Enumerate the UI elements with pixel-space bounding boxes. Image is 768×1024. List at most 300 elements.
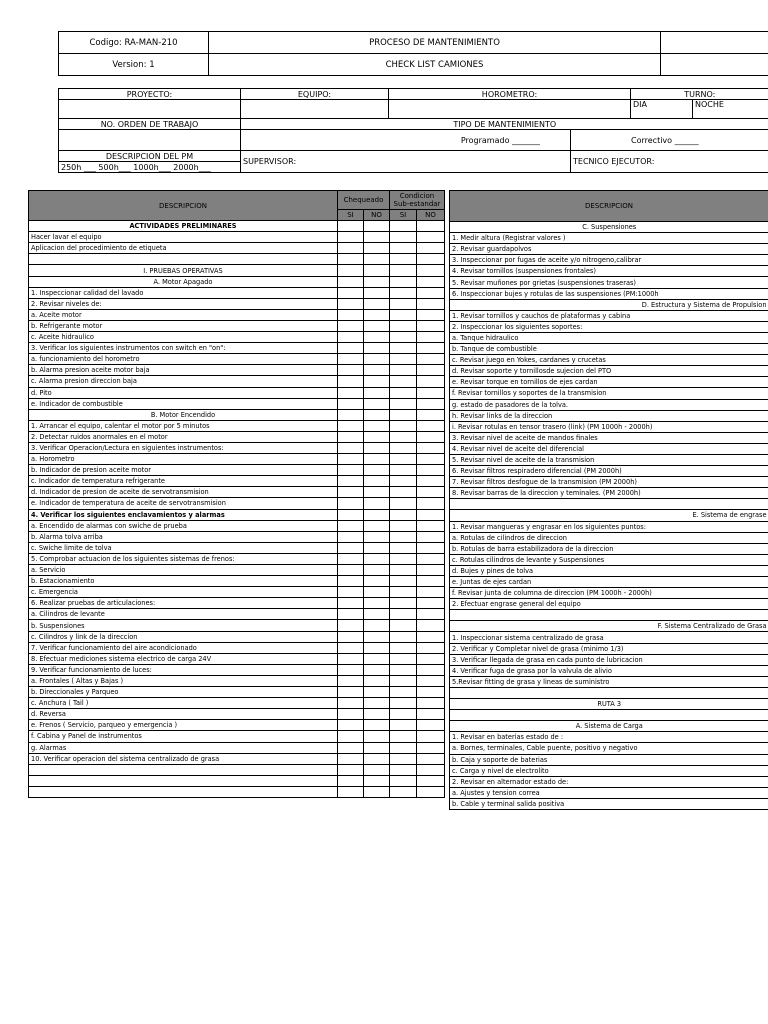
checklist-item: I. PRUEBAS OPERATIVAS [29,265,338,276]
check-cell[interactable] [338,642,364,653]
check-cell[interactable] [417,609,445,620]
check-cell[interactable] [417,576,445,587]
checklist-item: g. estado de pasadores de la tolva. [450,399,768,410]
check-cell[interactable] [364,598,390,609]
checklist-item: c. Emergencia [29,587,338,598]
checklist-item: c. Rotulas cilindros de levante y Suspensiones [450,554,768,565]
check-cell[interactable] [338,675,364,686]
check-cell[interactable] [338,620,364,631]
check-cell[interactable] [364,509,390,520]
table-row [450,488,768,499]
check-cell[interactable] [417,365,445,376]
check-cell[interactable] [364,309,390,320]
check-cell[interactable] [390,565,417,576]
check-cell[interactable] [390,731,417,742]
check-cell[interactable] [390,387,417,398]
check-cell[interactable] [417,442,445,453]
checklist-item: b. Direccionales y Parqueo [29,687,338,698]
tecnico-field[interactable]: TECNICO EJECUTOR: [571,151,768,173]
check-cell[interactable] [364,687,390,698]
check-cell[interactable] [417,598,445,609]
check-cell[interactable] [417,265,445,276]
check-cell[interactable] [417,786,445,797]
check-cell[interactable] [338,786,364,797]
correctivo-field[interactable]: Correctivo ______ [571,130,768,151]
check-cell[interactable] [338,598,364,609]
checklist-item: a. Bornes, terminales, Cable puente, positivo y negativo [450,743,768,754]
table-row [450,643,768,654]
check-cell[interactable] [390,520,417,531]
check-cell[interactable] [364,276,390,287]
check-cell[interactable] [390,265,417,276]
checklist-item [450,710,768,721]
check-cell[interactable] [417,332,445,343]
check-cell[interactable] [364,731,390,742]
table-row [29,409,445,420]
check-cell[interactable] [338,343,364,354]
check-cell[interactable] [390,587,417,598]
check-cell[interactable] [338,498,364,509]
checklist-item: 1. Arrancar el equipo, calentar el motor por 5 minutos [29,420,338,431]
check-cell[interactable] [417,454,445,465]
check-cell[interactable] [364,675,390,686]
table-row [29,221,445,232]
check-cell[interactable] [390,653,417,664]
checklist-item: a. Cilindros de levante [29,609,338,620]
check-cell[interactable] [390,698,417,709]
check-cell[interactable] [417,520,445,531]
checklist-item: F. Sistema Centralizado de Grasa [450,621,768,632]
check-cell[interactable] [338,431,364,442]
table-row [29,675,445,686]
check-cell[interactable] [364,442,390,453]
check-cell[interactable] [390,542,417,553]
check-cell[interactable] [364,542,390,553]
check-cell[interactable] [338,509,364,520]
check-cell[interactable] [417,531,445,542]
checklist-item: b. Estacionamiento [29,576,338,587]
check-cell[interactable] [338,565,364,576]
check-cell[interactable] [390,631,417,642]
check-cell[interactable] [390,620,417,631]
table-row [29,764,445,775]
table-row [29,420,445,431]
check-cell[interactable] [364,553,390,564]
check-cell[interactable] [364,243,390,254]
check-cell[interactable] [364,775,390,786]
check-cell[interactable] [417,653,445,664]
check-cell[interactable] [338,653,364,664]
checklist-item: 1. Revisar tornillos y cauchos de plataformas y cabina [450,310,768,321]
checklist-item: a. Encendido de alarmas con swiche de prueba [29,520,338,531]
code-label: Codigo: RA-MAN-210 [59,32,209,54]
check-cell[interactable] [390,332,417,343]
check-cell[interactable] [417,487,445,498]
check-cell[interactable] [417,232,445,243]
check-cell[interactable] [338,609,364,620]
check-cell[interactable] [390,498,417,509]
checklist-item: 1. Inspeccionar calidad del lavado [29,287,338,298]
check-cell[interactable] [364,720,390,731]
table-row [29,287,445,298]
check-cell[interactable] [338,764,364,775]
table-row [29,243,445,254]
table-row [450,665,768,676]
check-cell[interactable] [338,687,364,698]
check-cell[interactable] [364,698,390,709]
check-cell[interactable] [364,232,390,243]
check-cell[interactable] [417,298,445,309]
proyecto-field[interactable] [59,100,241,119]
checklist-item [29,775,338,786]
check-cell[interactable] [364,742,390,753]
table-row [29,309,445,320]
check-cell[interactable] [364,398,390,409]
check-cell[interactable] [364,298,390,309]
table-row [450,277,768,288]
table-row [29,609,445,620]
table-row [29,531,445,542]
check-cell[interactable] [417,709,445,720]
check-cell[interactable] [390,509,417,520]
check-cell[interactable] [338,354,364,365]
check-cell[interactable] [390,320,417,331]
table-row [29,542,445,553]
check-cell[interactable] [390,576,417,587]
checklist-item [29,786,338,797]
table-row [29,709,445,720]
check-cell[interactable] [390,476,417,487]
check-cell[interactable] [417,254,445,265]
check-cell[interactable] [338,276,364,287]
checklist-item: 3. Verificar llegada de grasa en cada punto de lubricacion [450,654,768,665]
check-cell[interactable] [390,221,417,232]
orden-field[interactable] [59,130,241,151]
check-cell[interactable] [390,232,417,243]
check-cell[interactable] [390,243,417,254]
check-cell[interactable] [364,764,390,775]
checklist-item: e. Indicador de combustible [29,398,338,409]
table-row [450,421,768,432]
checklist-item: B. Motor Encendido [29,409,338,420]
table-row [29,775,445,786]
programado-field[interactable]: Programado _______ [241,130,571,151]
checklist-item [450,687,768,698]
check-cell[interactable] [417,631,445,642]
check-cell[interactable] [390,354,417,365]
check-cell[interactable] [338,442,364,453]
check-cell[interactable] [390,531,417,542]
table-row [29,642,445,653]
checklist-item: 10. Verificar operacion del sistema centralizado de grasa [29,753,338,764]
check-cell[interactable] [417,764,445,775]
checklist-item: 4. Verificar los siguientes enclavamientos y alarmas [29,509,338,520]
check-cell[interactable] [390,487,417,498]
check-cell[interactable] [390,287,417,298]
check-cell[interactable] [338,709,364,720]
table-row [29,354,445,365]
check-cell[interactable] [338,531,364,542]
left-checklist [28,190,445,798]
table-row [29,631,445,642]
check-cell[interactable] [364,254,390,265]
check-cell[interactable] [390,465,417,476]
check-cell[interactable] [338,720,364,731]
check-cell[interactable] [364,753,390,764]
version-label: Version: 1 [59,54,209,76]
check-cell[interactable] [417,675,445,686]
check-cell[interactable] [338,698,364,709]
check-cell[interactable] [338,476,364,487]
right-desc-header: DESCRIPCION [450,191,768,222]
noche-checkbox[interactable]: NOCHE [693,100,768,119]
check-cell[interactable] [338,454,364,465]
check-cell[interactable] [338,731,364,742]
check-cell[interactable] [364,265,390,276]
check-cell[interactable] [338,487,364,498]
check-cell[interactable] [364,221,390,232]
check-cell[interactable] [338,265,364,276]
checklist-item: 2. Revisar niveles de: [29,298,338,309]
check-cell[interactable] [417,398,445,409]
check-cell[interactable] [338,587,364,598]
horometro-field[interactable] [389,100,631,119]
table-row [450,521,768,532]
check-cell[interactable] [390,675,417,686]
check-cell[interactable] [364,376,390,387]
check-cell[interactable] [417,509,445,520]
check-cell[interactable] [417,420,445,431]
orden-label: NO. ORDEN DE TRABAJO [59,119,241,130]
check-cell[interactable] [417,376,445,387]
check-cell[interactable] [364,287,390,298]
check-cell[interactable] [417,309,445,320]
check-cell[interactable] [390,642,417,653]
checklist-item: 2. Efectuar engrase general del equipo [450,599,768,610]
check-cell[interactable] [417,687,445,698]
check-cell[interactable] [364,487,390,498]
check-cell[interactable] [417,731,445,742]
table-row [450,565,768,576]
check-cell[interactable] [390,764,417,775]
check-cell[interactable] [364,709,390,720]
check-cell[interactable] [364,454,390,465]
check-cell[interactable] [417,320,445,331]
check-cell[interactable] [417,243,445,254]
checklist-item: c. Alarma presion direccion baja [29,376,338,387]
dia-checkbox[interactable]: DIA [631,100,693,119]
check-cell[interactable] [417,476,445,487]
check-cell[interactable] [390,753,417,764]
check-cell[interactable] [338,520,364,531]
check-cell[interactable] [338,465,364,476]
check-cell[interactable] [390,420,417,431]
check-cell[interactable] [390,298,417,309]
check-cell[interactable] [338,365,364,376]
table-row [450,654,768,665]
check-cell[interactable] [417,553,445,564]
check-cell[interactable] [390,454,417,465]
check-cell[interactable] [417,642,445,653]
checklist-item: c. Carga y nivel de electrolito [450,765,768,776]
check-cell[interactable] [390,786,417,797]
check-cell[interactable] [364,520,390,531]
table-row [450,288,768,299]
si-header: SI [390,210,417,221]
check-cell[interactable] [338,243,364,254]
check-cell[interactable] [417,565,445,576]
check-cell[interactable] [390,409,417,420]
check-cell[interactable] [364,620,390,631]
check-cell[interactable] [417,465,445,476]
table-row [450,776,768,787]
check-cell[interactable] [417,343,445,354]
table-row [450,466,768,477]
check-cell[interactable] [338,232,364,243]
pm-options[interactable]: 250h ___ 500h___ 1000h___ 2000h___ [59,162,241,173]
check-cell[interactable] [390,687,417,698]
checklist-item: 9. Verificar funcionamiento de luces: [29,664,338,675]
check-cell[interactable] [364,498,390,509]
checklist-item: ACTIVIDADES PRELIMINARES [29,221,338,232]
table-row [29,398,445,409]
check-cell[interactable] [417,354,445,365]
check-cell[interactable] [364,642,390,653]
check-cell[interactable] [338,287,364,298]
checklist-item: b. Caja y soporte de baterias [450,754,768,765]
check-cell[interactable] [364,431,390,442]
check-cell[interactable] [390,742,417,753]
checklist-item: 5. Revisar nivel de aceite de la transmision [450,454,768,465]
check-cell[interactable] [390,664,417,675]
checklist-item: h. Revisar links de la direccion [450,410,768,421]
check-cell[interactable] [364,387,390,398]
check-cell[interactable] [417,498,445,509]
checklist-item: a. funcionamiento del horometro [29,354,338,365]
check-cell[interactable] [364,409,390,420]
check-cell[interactable] [364,343,390,354]
check-cell[interactable] [417,542,445,553]
check-cell[interactable] [390,276,417,287]
check-cell[interactable] [364,420,390,431]
check-cell[interactable] [338,753,364,764]
check-cell[interactable] [390,398,417,409]
check-cell[interactable] [338,420,364,431]
check-cell[interactable] [338,254,364,265]
checklist-item [450,610,768,621]
check-cell[interactable] [390,598,417,609]
check-cell[interactable] [364,653,390,664]
check-cell[interactable] [364,320,390,331]
check-cell[interactable] [417,720,445,731]
checklist-item: 3. Verificar los siguientes instrumentos con switch en "on": [29,343,338,354]
check-cell[interactable] [390,442,417,453]
check-cell[interactable] [364,576,390,587]
check-cell[interactable] [338,387,364,398]
check-cell[interactable] [338,553,364,564]
check-cell[interactable] [338,631,364,642]
table-row [29,742,445,753]
check-cell[interactable] [338,398,364,409]
check-cell[interactable] [364,587,390,598]
check-cell[interactable] [390,365,417,376]
check-cell[interactable] [364,476,390,487]
check-cell[interactable] [390,376,417,387]
checklist-item: b. Tanque de combustible [450,344,768,355]
check-cell[interactable] [338,320,364,331]
check-cell[interactable] [390,720,417,731]
check-cell[interactable] [364,354,390,365]
check-cell[interactable] [364,332,390,343]
check-cell[interactable] [417,753,445,764]
check-cell[interactable] [390,254,417,265]
check-cell[interactable] [338,409,364,420]
checklist-item: b. Refrigerante motor [29,320,338,331]
check-cell[interactable] [417,775,445,786]
check-cell[interactable] [364,365,390,376]
table-row [29,431,445,442]
check-cell[interactable] [338,332,364,343]
check-cell[interactable] [338,309,364,320]
check-cell[interactable] [338,664,364,675]
check-cell[interactable] [390,553,417,564]
checklist-item: 3. Verificar Operacion/Lectura en siguientes instrumentos: [29,442,338,453]
check-cell[interactable] [338,298,364,309]
check-cell[interactable] [417,409,445,420]
checklist-item: Aplicacion del procedimiento de etiqueta [29,243,338,254]
equipo-field[interactable] [241,100,389,119]
check-cell[interactable] [417,221,445,232]
table-row [450,798,768,809]
table-row [29,365,445,376]
check-cell[interactable] [338,221,364,232]
check-cell[interactable] [364,664,390,675]
check-cell[interactable] [417,620,445,631]
check-cell[interactable] [417,431,445,442]
check-cell[interactable] [390,775,417,786]
check-cell[interactable] [417,387,445,398]
check-cell[interactable] [338,742,364,753]
check-cell[interactable] [364,565,390,576]
check-cell[interactable] [364,531,390,542]
table-row [450,588,768,599]
checklist-item: b. Suspensiones [29,620,338,631]
check-cell[interactable] [338,775,364,786]
check-cell[interactable] [364,631,390,642]
check-cell[interactable] [364,609,390,620]
check-cell[interactable] [338,376,364,387]
check-cell[interactable] [390,609,417,620]
check-cell[interactable] [417,287,445,298]
checklist-item: c. Swiche limite de tolva [29,542,338,553]
table-row [450,233,768,244]
check-cell[interactable] [417,587,445,598]
check-cell[interactable] [338,542,364,553]
check-cell[interactable] [390,431,417,442]
check-cell[interactable] [390,709,417,720]
check-cell[interactable] [364,465,390,476]
check-cell[interactable] [338,576,364,587]
check-cell[interactable] [364,786,390,797]
table-row [450,366,768,377]
check-cell[interactable] [417,276,445,287]
check-cell[interactable] [417,698,445,709]
check-cell[interactable] [417,664,445,675]
check-cell[interactable] [417,742,445,753]
check-cell[interactable] [390,343,417,354]
check-cell[interactable] [390,309,417,320]
supervisor-field[interactable]: SUPERVISOR: [241,151,571,173]
